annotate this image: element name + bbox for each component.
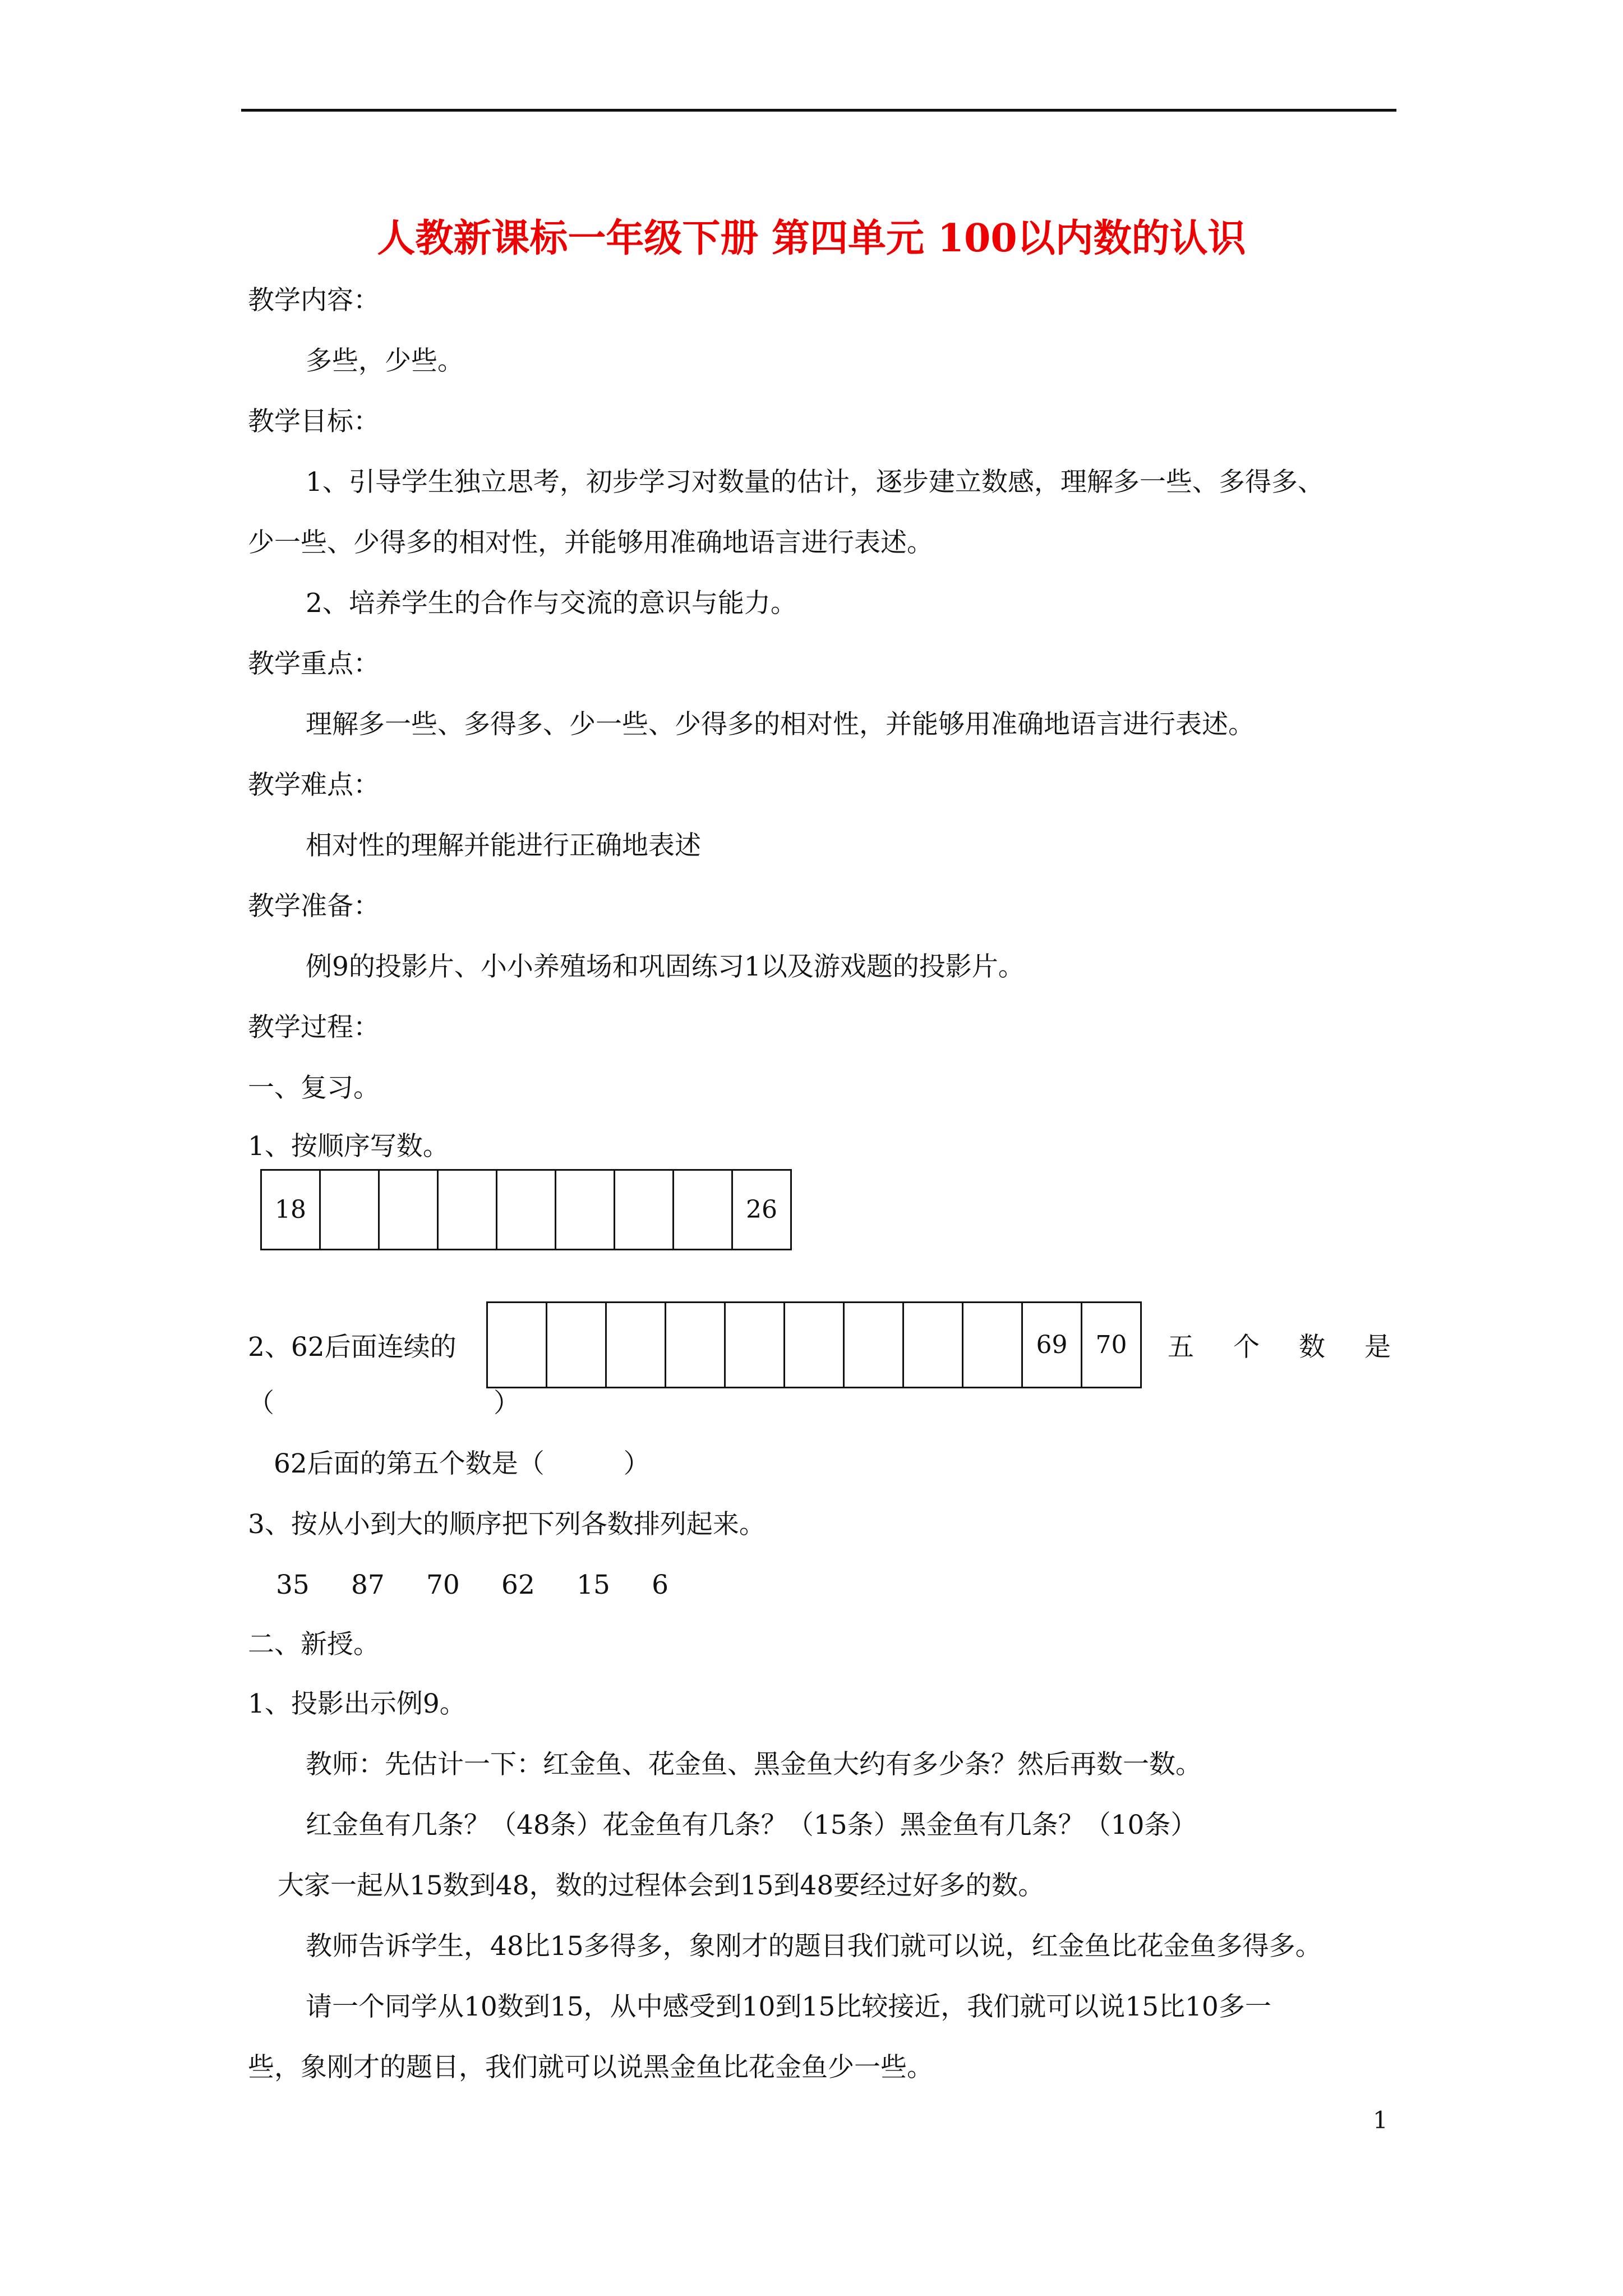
question-2-suffix-char: 数 [1299, 1332, 1325, 1363]
sequence-box: 70 [1082, 1301, 1142, 1388]
page-number: 1 [1373, 2106, 1388, 2134]
question-2-open-paren: （ [248, 1388, 274, 1419]
key-point-heading: 教学重点： [248, 648, 380, 679]
number-item: 70 [426, 1570, 460, 1600]
sequence-box [963, 1301, 1023, 1388]
goal-2: 2、培养学生的合作与交流的意识与能力。 [306, 588, 797, 619]
sequence-box [785, 1301, 845, 1388]
difficulty-heading: 教学难点： [248, 770, 380, 800]
goal-1-line-1: 1、引导学生独立思考，初步学习对数量的估计，逐步建立数感，理解多一些、多得多、 [306, 467, 1324, 498]
sequence-box: 69 [1023, 1301, 1082, 1388]
sequence-box [615, 1169, 674, 1250]
sequence-box [321, 1169, 380, 1250]
sequence-box: 18 [262, 1169, 321, 1250]
teacher-line-3: 大家一起从15数到48，数的过程体会到15到48要经过好多的数。 [278, 1870, 1045, 1901]
sequence-box [674, 1169, 733, 1250]
difficulty-text: 相对性的理解并能进行正确地表述 [306, 830, 701, 861]
question-2-suffix [1168, 1329, 1391, 1365]
sequence-box [666, 1301, 726, 1388]
sequence-box [439, 1169, 497, 1250]
header-rule [241, 109, 1396, 112]
sequence-box [726, 1301, 785, 1388]
preparation-text: 例9的投影片、小小养殖场和巩固练习1以及游戏题的投影片。 [306, 951, 1025, 982]
sequence-box [497, 1169, 556, 1250]
sequence-box [607, 1301, 666, 1388]
process-heading: 教学过程： [248, 1012, 380, 1043]
question-3: 3、按从小到大的顺序把下列各数排列起来。 [248, 1509, 766, 1540]
sequence-box-row-2 [486, 1301, 1142, 1388]
question-2-fifth-number: 62后面的第五个数是（ ） [274, 1448, 650, 1479]
goal-1-line-2: 少一些、少得多的相对性，并能够用准确地语言进行表述。 [248, 527, 933, 558]
document-title: 人教新课标一年级下册 第四单元 100以内数的认识 [377, 216, 1246, 261]
key-point-text: 理解多一些、多得多、少一些、少得多的相对性，并能够用准确地语言进行表述。 [306, 709, 1255, 740]
sequence-box [488, 1301, 547, 1388]
question-2-close-paren: ） [494, 1388, 520, 1419]
question-2-suffix-char: 是 [1364, 1332, 1391, 1363]
teacher-line-5: 请一个同学从10数到15，从中感受到10到15比较接近，我们就可以说15比10多一 [306, 1991, 1271, 2022]
sequence-box [380, 1169, 439, 1250]
number-item: 6 [652, 1570, 668, 1600]
sequence-box [556, 1169, 615, 1250]
sequence-box: 26 [733, 1169, 792, 1250]
teacher-line-6: 些，象刚才的题目，我们就可以说黑金鱼比花金鱼少一些。 [248, 2052, 933, 2083]
sequence-box [904, 1301, 963, 1388]
question-2-suffix-char: 个 [1233, 1332, 1260, 1363]
number-item: 62 [501, 1570, 535, 1600]
question-2-prefix: 2、62后面连续的 [248, 1332, 457, 1363]
teacher-line-2: 红金鱼有几条？（48条）花金鱼有几条？（15条）黑金鱼有几条？（10条） [306, 1810, 1197, 1841]
number-item: 35 [276, 1570, 310, 1600]
teacher-line-1: 教师：先估计一下：红金鱼、花金鱼、黑金鱼大约有多少条？然后再数一数。 [306, 1749, 1202, 1780]
new-lesson-item-1: 1、投影出示例9。 [248, 1688, 466, 1719]
number-item: 87 [351, 1570, 385, 1600]
preparation-heading: 教学准备： [248, 891, 380, 922]
new-lesson-heading: 二、新授。 [248, 1629, 380, 1660]
content-text: 多些，少些。 [306, 346, 464, 376]
teacher-line-4: 教师告诉学生，48比15多得多，象刚才的题目我们就可以说，红金鱼比花金鱼多得多。 [306, 1931, 1322, 1962]
number-item: 15 [577, 1570, 610, 1600]
question-2-suffix-char: 五 [1168, 1332, 1194, 1363]
sequence-box-row-1 [260, 1169, 792, 1250]
sequence-box [845, 1301, 904, 1388]
sequence-box [547, 1301, 607, 1388]
goal-heading: 教学目标： [248, 406, 380, 437]
number-list [276, 1567, 668, 1603]
content-heading: 教学内容： [248, 285, 380, 316]
question-1: 1、按顺序写数。 [248, 1131, 449, 1162]
review-heading: 一、复习。 [248, 1073, 380, 1103]
